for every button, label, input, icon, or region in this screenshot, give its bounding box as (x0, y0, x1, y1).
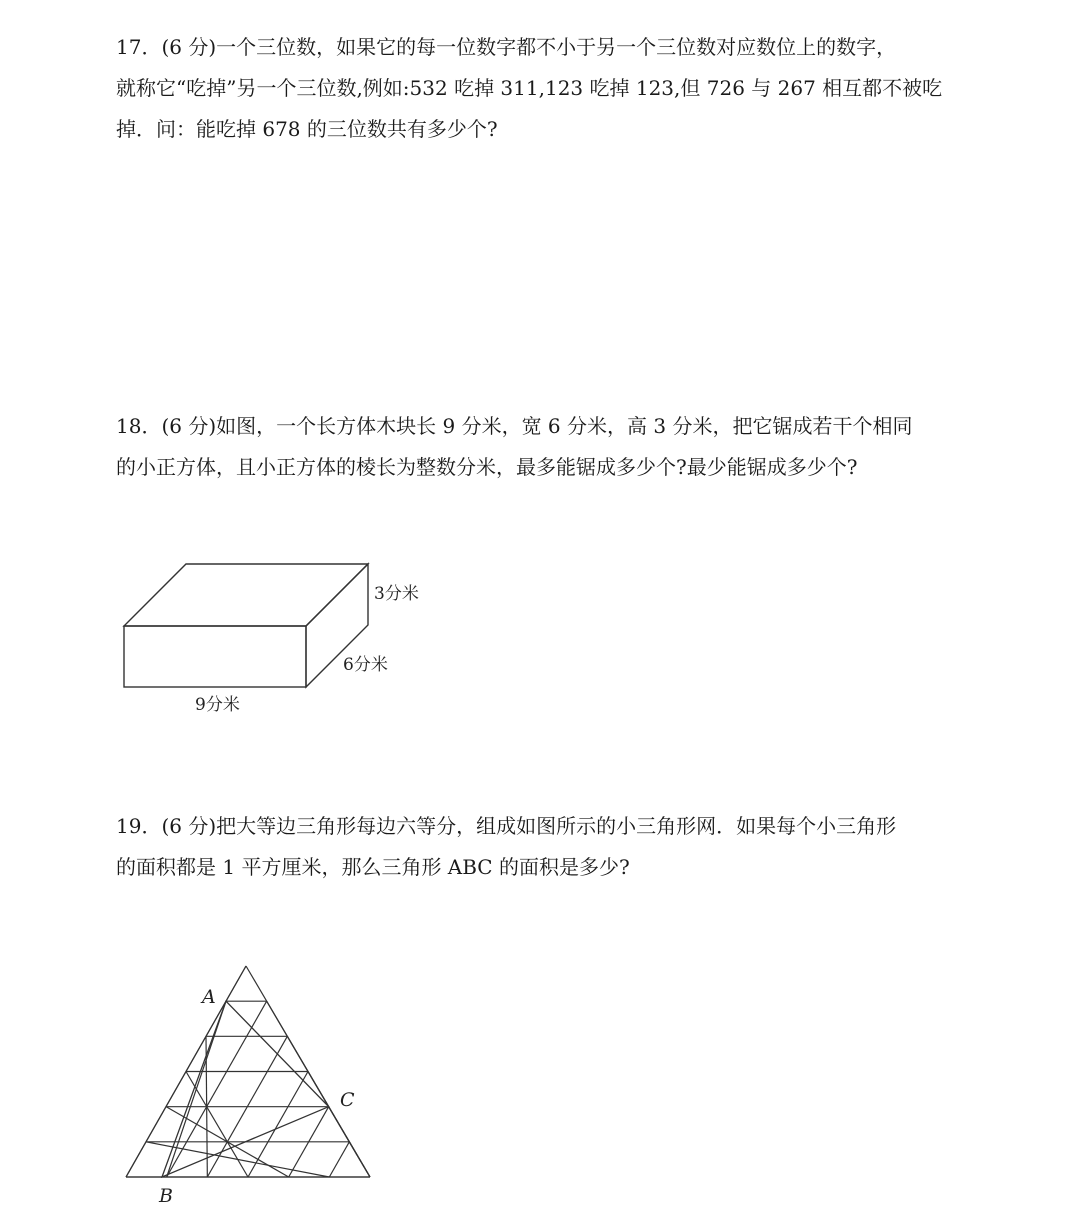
triangle-grid-figure (126, 966, 370, 1177)
grid-line-left-slant (248, 1072, 308, 1178)
question-18-line-2: 的小正方体，且小正方体的棱长为整数分米，最多能锯成多少个?最少能锯成多少个? (116, 455, 858, 479)
cuboid-front-face (124, 626, 306, 687)
cuboid-width-label: 6分米 (343, 655, 388, 675)
vertex-c-label: C (340, 1089, 355, 1111)
question-17-line-3: 掉．问：能吃掉 678 的三位数共有多少个? (116, 117, 498, 141)
grid-line-left-slant (349, 1142, 370, 1177)
cuboid-length-label: 9分米 (195, 695, 240, 715)
question-19 (116, 806, 966, 888)
question-19-line-1: 19．(6 分)把大等边三角形每边六等分，组成如图所示的小三角形网．如果每个小三角形 (116, 814, 897, 838)
grid-line-left-slant (329, 1142, 349, 1177)
vertex-b-label: B (159, 1185, 173, 1207)
cuboid-figure (124, 564, 368, 687)
cuboid-top-face (124, 564, 368, 626)
cuboid-height-label: 3分米 (374, 584, 419, 604)
question-19-line-2: 的面积都是 1 平方厘米，那么三角形 ABC 的面积是多少? (116, 855, 630, 879)
question-17-line-2: 就称它“吃掉”另一个三位数,例如:532 吃掉 311,123 吃掉 123,但 726 与 267 相互都不被吃 (116, 76, 943, 100)
vertex-a-label: A (202, 986, 216, 1008)
question-17-line-1: 17．(6 分)一个三位数，如果它的每一位数字都不小于另一个三位数对应数位上的数字， (116, 35, 897, 59)
question-18-line-1: 18．(6 分)如图，一个长方体木块长 9 分米，宽 6 分米，高 3 分米，把它锯成若干个相同 (116, 414, 913, 438)
